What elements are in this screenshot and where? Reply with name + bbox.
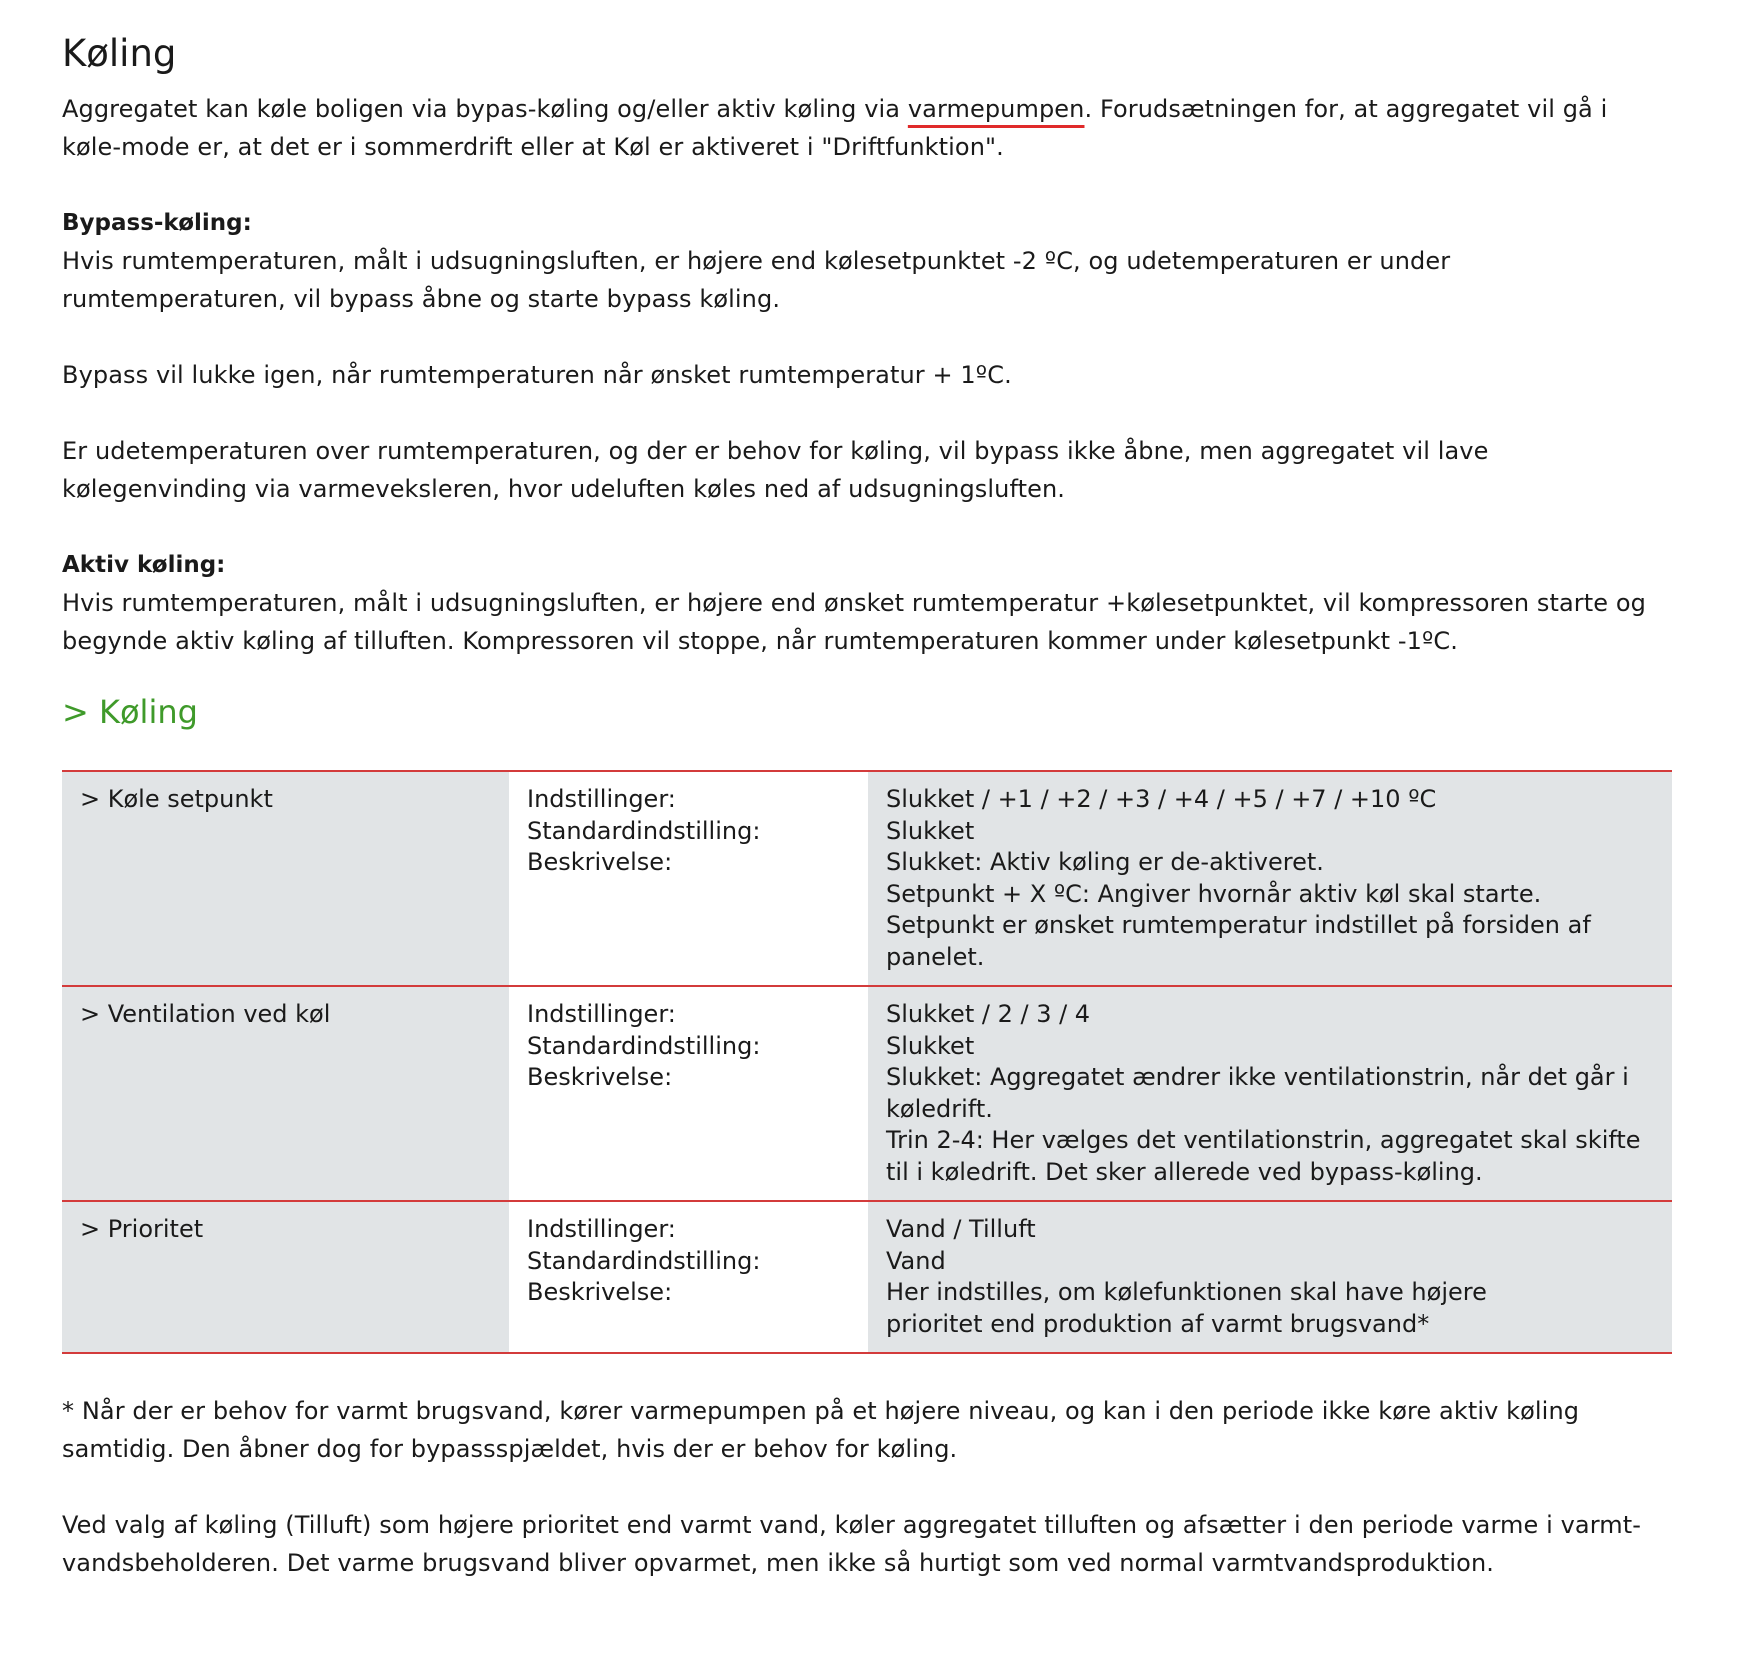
value-settings: Vand / Tilluft <box>886 1215 1036 1243</box>
label-default: Standardindstilling: <box>527 1031 761 1060</box>
value-description-2: Trin 2-4: Her vælges det ventilationstrin, aggregatet skal skifte til i køledrift. Det sker allerede ved bypass-køling. <box>886 1126 1641 1186</box>
intro-text-after: . Forudsætningen for, at aggregatet vil gå i køle-mode er, at det er i sommerdrift eller at Køl er aktiveret i "Driftfunktion". <box>62 95 1608 161</box>
value-description-1: Her indstilles, om kølefunktionen skal have højere <box>886 1278 1487 1306</box>
label-description: Beskrivelse: <box>527 1063 673 1091</box>
value-description-2: prioritet end produktion af varmt brugsvand* <box>886 1309 1430 1338</box>
table-row <box>62 771 1672 986</box>
label-default: Standardindstilling: <box>527 1246 761 1275</box>
value-default: Vand <box>886 1246 946 1275</box>
aktiv-heading: Aktiv køling: <box>62 552 226 578</box>
value-description-1: Slukket: Aktiv køling er de-aktiveret. <box>886 848 1324 876</box>
bypass-heading: Bypass-køling: <box>62 210 252 236</box>
bypass-paragraph-2: Bypass vil lukke igen, når rumtemperaturen når ønsket rumtemperatur + 1ºC. <box>62 361 1012 389</box>
setting-labels <box>509 771 868 986</box>
value-default: Slukket <box>886 1031 975 1060</box>
setting-name: > Ventilation ved køl <box>62 986 509 1201</box>
value-description-1: Slukket: Aggregatet ændrer ikke ventilationstrin, når det går i køledrift. <box>886 1063 1629 1123</box>
menu-section-heading: > Køling <box>62 693 198 731</box>
setting-labels <box>509 1201 868 1353</box>
setting-name: > Prioritet <box>62 1201 509 1353</box>
bypass-paragraph-1: Hvis rumtemperaturen, målt i udsugningsluften, er højere end kølesetpunktet -2 ºC, og udetemperaturen er under rumtemperaturen, vil bypass åbne og starte bypass køling. <box>62 247 1451 313</box>
setting-values <box>868 986 1672 1201</box>
setting-values <box>868 1201 1672 1353</box>
setting-values <box>868 771 1672 986</box>
intro-paragraph <box>62 90 1672 166</box>
spellcheck-marked-word[interactable]: varmepumpen <box>907 95 1085 123</box>
intro-text-before: Aggregatet kan køle boligen via bypas-køling og/eller aktiv køling via <box>62 95 908 123</box>
setting-labels <box>509 986 868 1201</box>
label-settings: Indstillinger: <box>527 1000 676 1028</box>
settings-table <box>62 770 1672 1354</box>
value-settings: Slukket / 2 / 3 / 4 <box>886 1000 1091 1028</box>
document-page <box>62 30 1672 1582</box>
label-description: Beskrivelse: <box>527 848 673 876</box>
table-row <box>62 1201 1672 1353</box>
label-default: Standardindstilling: <box>527 816 761 845</box>
value-default: Slukket <box>886 816 975 845</box>
closing-paragraph: Ved valg af køling (Tilluft) som højere prioritet end varmt vand, køler aggregatet tilluften og afsætter i den periode varme i varmt-vandsbeholderen. Det varme brugsvand bliver opvarmet, men ikke så hurtigt som ved normal varmtvandsproduktion. <box>62 1511 1642 1577</box>
setting-name: > Køle setpunkt <box>62 771 509 986</box>
page-title: Køling <box>62 32 177 75</box>
value-settings: Slukket / +1 / +2 / +3 / +4 / +5 / +7 / +10 ºC <box>886 785 1437 813</box>
label-description: Beskrivelse: <box>527 1278 673 1306</box>
bypass-paragraph-3: Er udetemperaturen over rumtemperaturen, og der er behov for køling, vil bypass ikke åbne, men aggregatet vil lave kølegenvinding via varmeveksleren, hvor udeluften køles ned af udsugningsluften. <box>62 437 1489 503</box>
value-description-2: Setpunkt + X ºC: Angiver hvornår aktiv køl skal starte. Setpunkt er ønsket rumtemperatur indstillet på forsiden af panelet. <box>886 879 1591 971</box>
aktiv-paragraph-1: Hvis rumtemperaturen, målt i udsugningsluften, er højere end ønsket rumtemperatur +kølesetpunktet, vil kompressoren starte og begynde aktiv køling af tilluften. Kompressoren vil stoppe, når rumtemperaturen kommer under kølesetpunkt -1ºC. <box>62 589 1646 655</box>
label-settings: Indstillinger: <box>527 1215 676 1243</box>
label-settings: Indstillinger: <box>527 785 676 813</box>
table-row <box>62 986 1672 1201</box>
footnote-paragraph: * Når der er behov for varmt brugsvand, kører varmepumpen på et højere niveau, og kan i den periode ikke køre aktiv køling samtidig. Den åbner dog for bypassspjældet, hvis der er behov for køling. <box>62 1397 1580 1463</box>
